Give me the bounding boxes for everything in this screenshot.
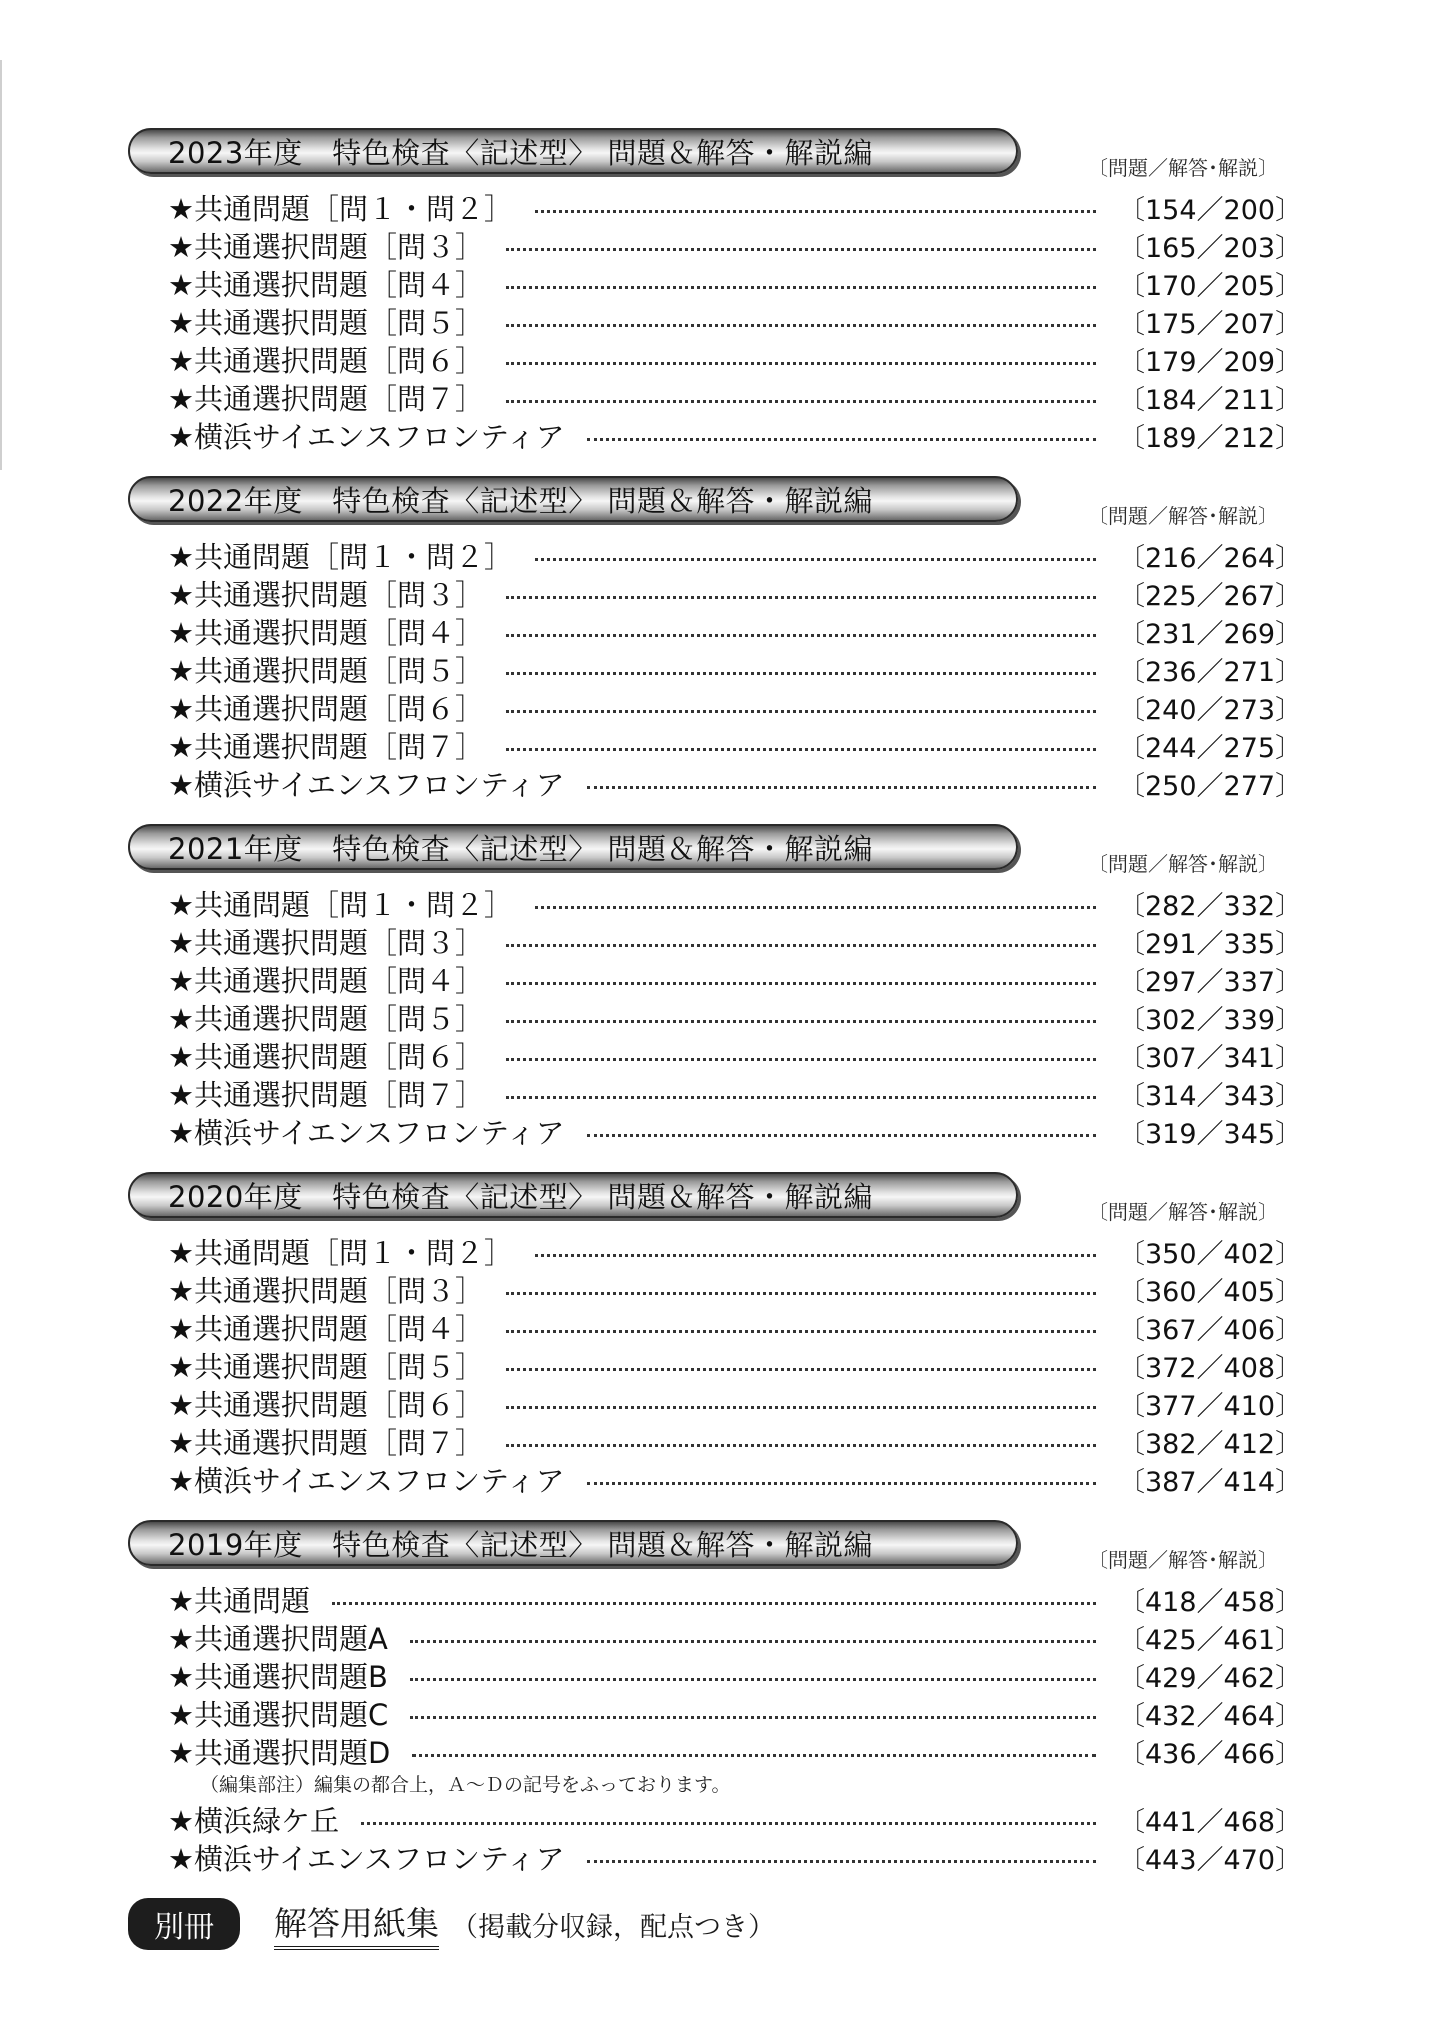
section-title-banner	[128, 1172, 1018, 1218]
entry-pages: 〔179／209〕	[1118, 346, 1303, 378]
dot-leader	[535, 906, 1096, 909]
toc-entry[interactable]	[128, 264, 1303, 302]
toc-entry[interactable]	[128, 1580, 1303, 1618]
editorial-note: （編集部注）編集の都合上，Ａ～Ｄの記号をふっております。	[200, 1774, 731, 1796]
dot-leader	[506, 634, 1096, 637]
entry-label: ★共通問題［問１・問２］	[168, 539, 513, 574]
entry-label: ★共通選択問題［問６］	[168, 343, 484, 378]
entry-label: ★共通選択問題［問４］	[168, 963, 484, 998]
toc-entry[interactable]	[128, 1270, 1303, 1308]
toc-entry[interactable]	[128, 536, 1303, 574]
section-header	[128, 1520, 1328, 1572]
table-of-contents	[128, 128, 1328, 1950]
entry-pages: 〔170／205〕	[1118, 270, 1303, 302]
entry-pages: 〔291／335〕	[1118, 928, 1303, 960]
entry-label: ★共通問題［問１・問２］	[168, 191, 513, 226]
entry-pages: 〔429／462〕	[1118, 1662, 1303, 1694]
dot-leader	[506, 748, 1096, 751]
entry-label: ★共通選択問題［問５］	[168, 305, 484, 340]
dot-leader	[506, 596, 1096, 599]
dot-leader	[506, 248, 1096, 251]
dot-leader	[535, 1254, 1096, 1257]
toc-entry[interactable]	[128, 1384, 1303, 1422]
entry-pages: 〔240／273〕	[1118, 694, 1303, 726]
dot-leader	[332, 1602, 1096, 1605]
toc-entry[interactable]	[128, 302, 1303, 340]
entry-pages: 〔360／405〕	[1118, 1276, 1303, 1308]
section-header	[128, 824, 1328, 876]
entry-pages: 〔372／408〕	[1118, 1352, 1303, 1384]
section-title-banner	[128, 476, 1018, 522]
entry-label: ★横浜緑ケ丘	[168, 1803, 339, 1838]
toc-entry[interactable]	[128, 960, 1303, 998]
toc-entry[interactable]	[128, 1656, 1303, 1694]
entry-label: ★共通選択問題［問７］	[168, 381, 484, 416]
toc-entry[interactable]	[128, 188, 1303, 226]
toc-entry[interactable]	[128, 1732, 1303, 1770]
toc-entry[interactable]	[128, 1422, 1303, 1460]
entry-pages: 〔250／277〕	[1118, 770, 1303, 802]
dot-leader	[506, 400, 1096, 403]
toc-entry[interactable]	[128, 340, 1303, 378]
section-title: 2023年度 特色検査〈記述型〉 問題＆解答・解説編	[168, 135, 874, 170]
toc-entry[interactable]	[128, 416, 1303, 454]
dot-leader	[506, 1444, 1096, 1447]
dot-leader	[535, 558, 1096, 561]
entry-label: ★横浜サイエンスフロンティア	[168, 1115, 565, 1150]
dot-leader	[506, 1330, 1096, 1333]
entry-label: ★共通選択問題［問６］	[168, 691, 484, 726]
toc-entry[interactable]	[128, 650, 1303, 688]
entry-pages: 〔307／341〕	[1118, 1042, 1303, 1074]
entry-label: ★共通問題［問１・問２］	[168, 887, 513, 922]
entry-label: ★共通選択問題［問３］	[168, 229, 484, 264]
section-title-banner	[128, 824, 1018, 870]
section-2023	[128, 128, 1328, 454]
toc-entry[interactable]	[128, 1694, 1303, 1732]
entry-label: ★共通選択問題［問３］	[168, 1273, 484, 1308]
toc-entry[interactable]	[128, 1346, 1303, 1384]
bessatsu-subtitle: （掲載分収録，配点つき）	[451, 1911, 775, 1943]
column-header: 〔問題／解答･解説〕	[1088, 1200, 1278, 1224]
toc-entry[interactable]	[128, 226, 1303, 264]
dot-leader	[506, 1406, 1096, 1409]
toc-entry[interactable]	[128, 1074, 1303, 1112]
entry-label: ★共通選択問題［問６］	[168, 1039, 484, 1074]
toc-entry[interactable]	[128, 574, 1303, 612]
entry-pages: 〔236／271〕	[1118, 656, 1303, 688]
entry-pages: 〔432／464〕	[1118, 1700, 1303, 1732]
entry-pages: 〔377／410〕	[1118, 1390, 1303, 1422]
dot-leader	[410, 1716, 1096, 1719]
dot-leader	[587, 786, 1096, 789]
section-header	[128, 476, 1328, 528]
entry-pages: 〔297／337〕	[1118, 966, 1303, 998]
entry-label: ★横浜サイエンスフロンティア	[168, 1463, 565, 1498]
section-title: 2021年度 特色検査〈記述型〉 問題＆解答・解説編	[168, 831, 874, 866]
dot-leader	[506, 1292, 1096, 1295]
entry-label: ★共通選択問題［問５］	[168, 653, 484, 688]
entry-label: ★共通選択問題［問５］	[168, 1001, 484, 1036]
dot-leader	[535, 210, 1096, 213]
entry-pages: 〔302／339〕	[1118, 1004, 1303, 1036]
entry-pages: 〔189／212〕	[1118, 422, 1303, 454]
dot-leader	[506, 1020, 1096, 1023]
entry-label: ★共通選択問題［問４］	[168, 615, 484, 650]
dot-leader	[506, 1096, 1096, 1099]
entry-pages: 〔154／200〕	[1118, 194, 1303, 226]
entry-label: ★共通選択問題［問４］	[168, 1311, 484, 1346]
toc-entry[interactable]	[128, 612, 1303, 650]
dot-leader	[506, 286, 1096, 289]
dot-leader	[506, 710, 1096, 713]
entry-label: ★共通選択問題［問７］	[168, 1077, 484, 1112]
entry-pages: 〔175／207〕	[1118, 308, 1303, 340]
bessatsu-title: 解答用紙集	[274, 1898, 439, 1950]
entry-pages: 〔436／466〕	[1118, 1738, 1303, 1770]
section-header	[128, 1172, 1328, 1224]
column-header: 〔問題／解答･解説〕	[1088, 156, 1278, 180]
entry-pages: 〔443／470〕	[1118, 1844, 1303, 1876]
entry-label: ★横浜サイエンスフロンティア	[168, 767, 565, 802]
toc-entry[interactable]	[128, 1112, 1303, 1150]
bessatsu-row	[128, 1898, 1328, 1950]
toc-entry[interactable]	[128, 998, 1303, 1036]
toc-entry[interactable]	[128, 1618, 1303, 1656]
section-title: 2019年度 特色検査〈記述型〉 問題＆解答・解説編	[168, 1527, 874, 1562]
entry-pages: 〔231／269〕	[1118, 618, 1303, 650]
entry-pages: 〔314／343〕	[1118, 1080, 1303, 1112]
toc-entry[interactable]	[128, 1308, 1303, 1346]
entry-pages: 〔367／406〕	[1118, 1314, 1303, 1346]
dot-leader	[506, 362, 1096, 365]
dot-leader	[587, 1860, 1096, 1863]
toc-entry[interactable]	[128, 726, 1303, 764]
entry-pages: 〔387／414〕	[1118, 1466, 1303, 1498]
entry-label: ★共通選択問題［問７］	[168, 729, 484, 764]
entry-label: ★共通選択問題［問３］	[168, 925, 484, 960]
dot-leader	[361, 1822, 1096, 1825]
toc-entry[interactable]	[128, 922, 1303, 960]
toc-entry[interactable]	[128, 688, 1303, 726]
dot-leader	[410, 1640, 1096, 1643]
entry-label: ★共通選択問題［問４］	[168, 267, 484, 302]
entry-label: ★共通問題［問１・問２］	[168, 1235, 513, 1270]
entry-label: ★共通選択問題A	[168, 1621, 388, 1656]
entry-label: ★共通選択問題B	[168, 1659, 388, 1694]
section-title: 2020年度 特色検査〈記述型〉 問題＆解答・解説編	[168, 1179, 874, 1214]
entry-label: ★横浜サイエンスフロンティア	[168, 1841, 565, 1876]
entry-pages: 〔441／468〕	[1118, 1806, 1303, 1838]
entry-label: ★共通選択問題［問６］	[168, 1387, 484, 1422]
section-2021	[128, 824, 1328, 1150]
dot-leader	[506, 944, 1096, 947]
entry-pages: 〔225／267〕	[1118, 580, 1303, 612]
entry-pages: 〔165／203〕	[1118, 232, 1303, 264]
dot-leader	[587, 1482, 1096, 1485]
entry-label: ★共通選択問題［問７］	[168, 1425, 484, 1460]
dot-leader	[506, 1058, 1096, 1061]
section-2019	[128, 1520, 1328, 1876]
toc-entry[interactable]	[128, 1460, 1303, 1498]
toc-entry[interactable]	[128, 884, 1303, 922]
entry-pages: 〔184／211〕	[1118, 384, 1303, 416]
column-header: 〔問題／解答･解説〕	[1088, 852, 1278, 876]
column-header: 〔問題／解答･解説〕	[1088, 1548, 1278, 1572]
section-title: 2022年度 特色検査〈記述型〉 問題＆解答・解説編	[168, 483, 874, 518]
section-header	[128, 128, 1328, 180]
dot-leader	[412, 1754, 1096, 1757]
toc-entry[interactable]	[128, 1232, 1303, 1270]
entry-label: ★共通選択問題［問３］	[168, 577, 484, 612]
toc-entry[interactable]	[128, 378, 1303, 416]
bessatsu-badge: 別冊	[128, 1898, 240, 1950]
entry-pages: 〔244／275〕	[1118, 732, 1303, 764]
dot-leader	[506, 1368, 1096, 1371]
dot-leader	[506, 982, 1096, 985]
dot-leader	[410, 1678, 1096, 1681]
column-header: 〔問題／解答･解説〕	[1088, 504, 1278, 528]
toc-entry[interactable]	[128, 1800, 1303, 1838]
toc-entry[interactable]	[128, 1838, 1303, 1876]
entry-label: ★共通問題	[168, 1583, 310, 1618]
section-title-banner	[128, 128, 1018, 174]
toc-entry[interactable]	[128, 1036, 1303, 1074]
entry-label: ★共通選択問題［問５］	[168, 1349, 484, 1384]
dot-leader	[506, 672, 1096, 675]
toc-entry[interactable]	[128, 764, 1303, 802]
entry-label: ★共通選択問題D	[168, 1735, 391, 1770]
dot-leader	[587, 1134, 1096, 1137]
entry-label: ★共通選択問題C	[168, 1697, 389, 1732]
entry-pages: 〔382／412〕	[1118, 1428, 1303, 1460]
section-2020	[128, 1172, 1328, 1498]
entry-pages: 〔418／458〕	[1118, 1586, 1303, 1618]
entry-label: ★横浜サイエンスフロンティア	[168, 419, 565, 454]
entry-pages: 〔319／345〕	[1118, 1118, 1303, 1150]
dot-leader	[506, 324, 1096, 327]
page-edge-line	[0, 60, 2, 470]
section-title-banner	[128, 1520, 1018, 1566]
entry-pages: 〔216／264〕	[1118, 542, 1303, 574]
dot-leader	[587, 438, 1096, 441]
entry-pages: 〔425／461〕	[1118, 1624, 1303, 1656]
entry-pages: 〔350／402〕	[1118, 1238, 1303, 1270]
section-2022	[128, 476, 1328, 802]
entry-pages: 〔282／332〕	[1118, 890, 1303, 922]
